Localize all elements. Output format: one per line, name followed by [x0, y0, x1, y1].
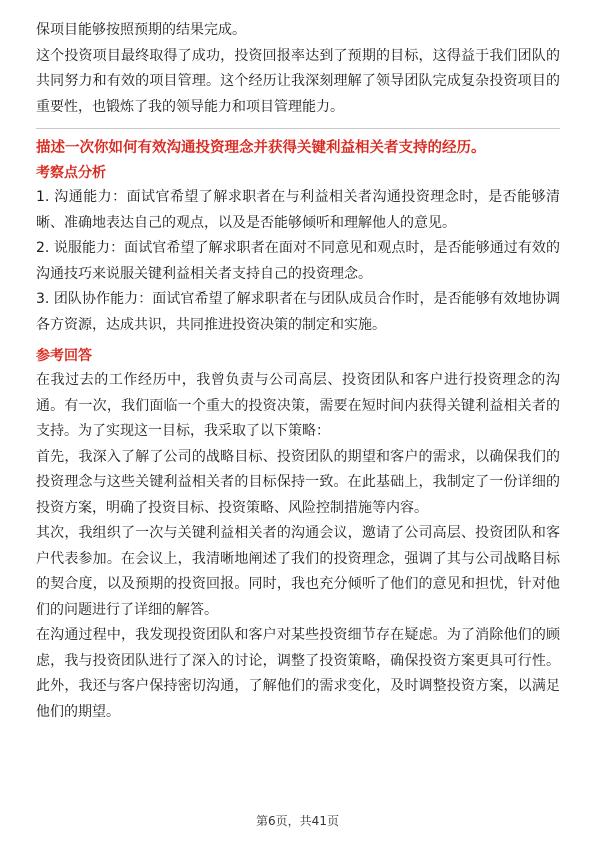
- intro-paragraph-2: 这个投资项目最终取得了成功，投资回报率达到了预期的目标，这得益于我们团队的共同努力和有效的项目管理。这个经历让我深刻理解了领导团队完成复杂投资项目的重要性，也锻炼了我的领导能力和项目管理能力。: [36, 47, 560, 115]
- page-number: 第6页，共41页: [256, 814, 339, 828]
- answer-paragraph-2: 首先，我深入了解了公司的战略目标、投资团队的期望和客户的需求，以确保我们的投资理念与这些关键利益相关者的目标保持一致。在此基础上，我制定了一份详细的投资方案，明确了投资目标、投资策略、风险控制措施等内容。: [36, 448, 560, 516]
- analysis-item-1: 1. 沟通能力：面试官希望了解求职者在与利益相关者沟通投资理念时，是否能够清晰、准确地表达自己的观点，以及是否能够倾听和理解他人的意见。: [36, 189, 560, 231]
- analysis-heading: 考察点分析: [36, 165, 106, 181]
- intro-paragraph-1: 保项目能够按照预期的结果完成。: [36, 22, 246, 38]
- section-divider: [36, 128, 560, 129]
- answer-heading: 参考回答: [36, 348, 92, 364]
- answer-paragraph-4: 在沟通过程中，我发现投资团队和客户对某些投资细节存在疑虑。为了消除他们的顾虑，我与投资团队进行了深入的讨论，调整了投资策略，确保投资方案更具可行性。此外，我还与客户保持密切沟通，了解他们的需求变化，及时调整投资方案，以满足他们的期望。: [36, 627, 560, 720]
- question-title: 描述一次你如何有效沟通投资理念并获得关键利益相关者支持的经历。: [36, 140, 486, 156]
- answer-paragraph-1: 在我过去的工作经历中，我曾负责与公司高层、投资团队和客户进行投资理念的沟通。有一次，我们面临一个重大的投资决策，需要在短时间内获得关键利益相关者的支持。为了实现这一目标，我采取了以下策略：: [36, 372, 560, 439]
- page-content: [36, 18, 560, 725]
- analysis-item-2: 2. 说服能力：面试官希望了解求职者在面对不同意见和观点时，是否能够通过有效的沟通技巧来说服关键利益相关者支持自己的投资理念。: [36, 240, 560, 282]
- answer-paragraph-3: 其次，我组织了一次与关键利益相关者的沟通会议，邀请了公司高层、投资团队和客户代表参加。在会议上，我清晰地阐述了我们的投资理念，强调了其与公司战略目标的契合度，以及预期的投资回报。同时，我也充分倾听了他们的意见和担忧，针对他们的问题进行了详细的解答。: [36, 525, 560, 618]
- analysis-item-3: 3. 团队协作能力：面试官希望了解求职者在与团队成员合作时，是否能够有效地协调各方资源，达成共识，共同推进投资决策的制定和实施。: [36, 291, 560, 333]
